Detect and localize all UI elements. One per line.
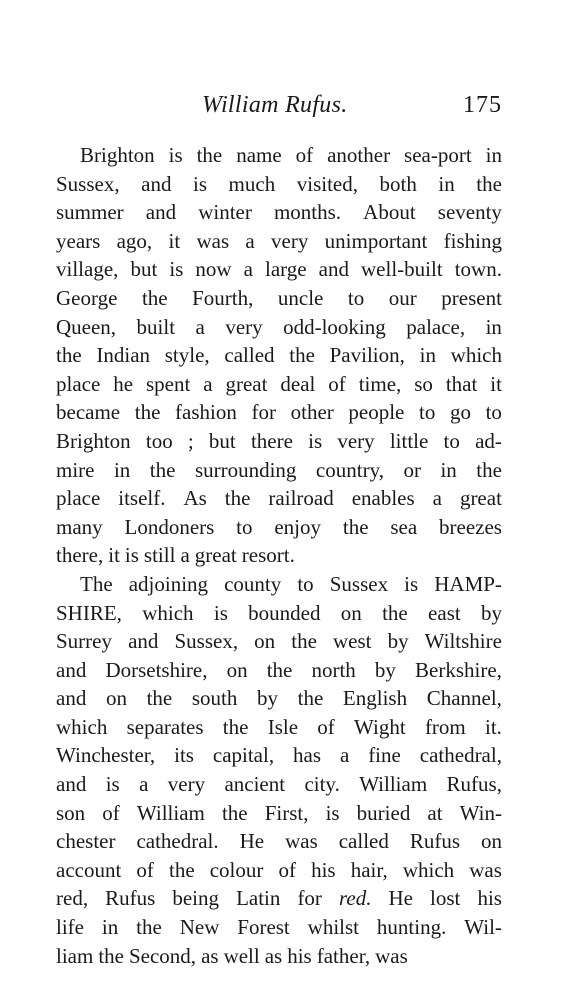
text-line: Winchester, its capital, has a fine cathedral,	[56, 743, 502, 768]
text-line: there, it is still a great resort.	[56, 543, 295, 568]
running-title: William Rufus.	[202, 92, 348, 118]
text-line: Brighton is the name of another sea-port in	[80, 143, 502, 167]
text-line: the Indian style, called the Pavilion, in which	[56, 343, 502, 368]
text-line: Brighton too ; but there is very little to ad-	[56, 428, 502, 453]
text-line: The adjoining county to Sussex is HAMP-	[80, 571, 502, 596]
text-line: red, Rufus being Latin for red. He lost his	[56, 886, 502, 911]
text-line: liam the Second, as well as his father, was	[56, 943, 408, 968]
text-line: Surrey and Sussex, on the west by Wiltshire	[56, 629, 502, 654]
text-line: village, but is now a large and well-built town.	[56, 257, 502, 282]
text-line: place itself. As the railroad enables a great	[56, 486, 502, 511]
text-line: many Londoners to enjoy the sea breezes	[56, 514, 502, 539]
text-line: SHIRE, which is bounded on the east by	[56, 600, 502, 625]
page-number: 175	[463, 92, 502, 118]
paragraph	[56, 570, 502, 970]
text-line: became the fashion for other people to go to	[56, 400, 502, 425]
text-line: chester cathedral. He was called Rufus on	[56, 829, 502, 854]
text-line: and on the south by the English Channel,	[56, 686, 502, 711]
text-line: son of William the First, is buried at Win-	[56, 800, 502, 825]
text-line: which separates the Isle of Wight from it.	[56, 714, 502, 739]
text-line: George the Fourth, uncle to our present	[56, 285, 502, 310]
running-head	[56, 92, 502, 128]
text-line: place he spent a great deal of time, so that it	[56, 371, 502, 396]
text-line: account of the colour of his hair, which was	[56, 857, 502, 882]
text-line: mire in the surrounding country, or in the	[56, 457, 502, 482]
paragraph	[56, 141, 502, 570]
body-text	[56, 141, 502, 970]
text-line: years ago, it was a very unimportant fishing	[56, 228, 502, 253]
text-line: summer and winter months. About seventy	[56, 200, 502, 225]
text-line: Sussex, and is much visited, both in the	[56, 171, 502, 196]
text-line: life in the New Forest whilst hunting. Wil-	[56, 915, 502, 940]
text-line: and Dorsetshire, on the north by Berkshire,	[56, 657, 502, 682]
text-line: and is a very ancient city. William Rufus,	[56, 772, 502, 797]
text-line: Queen, built a very odd-looking palace, in	[56, 314, 502, 339]
